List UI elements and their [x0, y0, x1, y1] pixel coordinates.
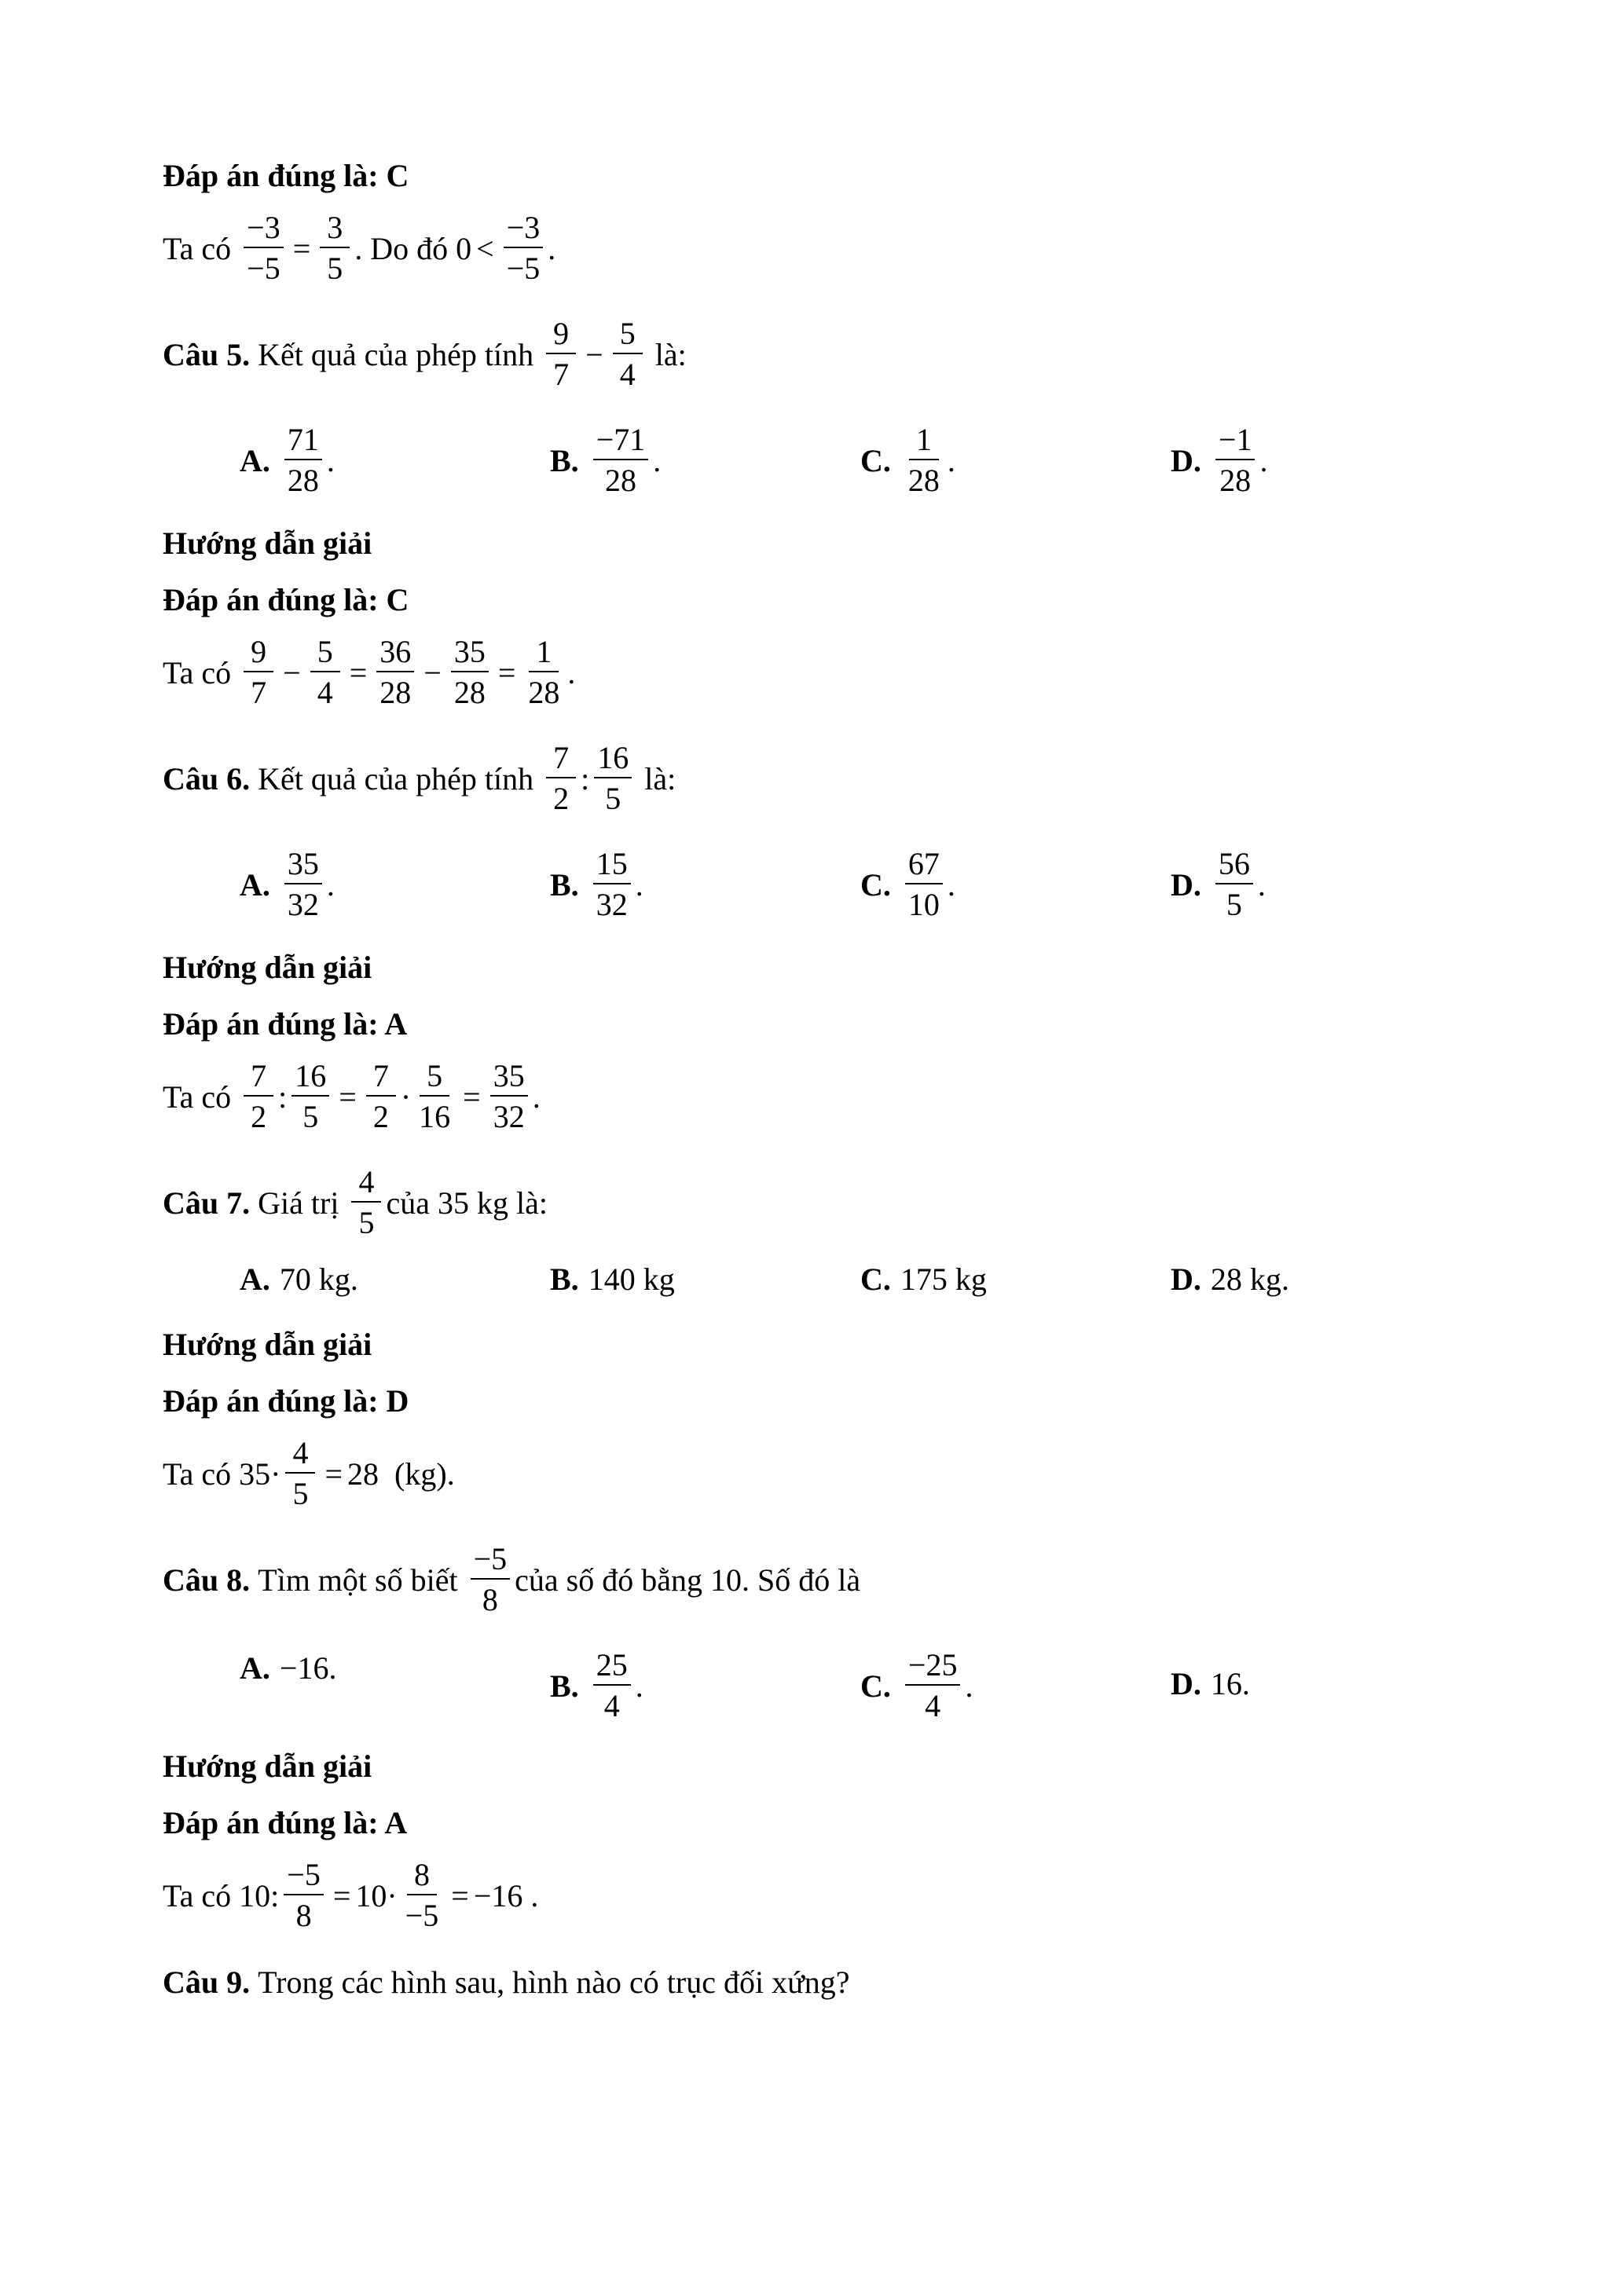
- fraction: $\frac{9}{7}$: [546, 318, 576, 390]
- q5-option-c[interactable]: C. $\frac{1}{28}$ .: [860, 422, 955, 498]
- fraction: $\frac{-3}{-5}$: [504, 212, 544, 284]
- fraction: $\frac{3}{5}$: [320, 212, 350, 284]
- q8-guide: Hướng dẫn giải: [163, 1749, 372, 1784]
- q6-option-a[interactable]: A. $\frac{35}{32}$ .: [240, 846, 335, 922]
- q6-option-b[interactable]: B. $\frac{15}{32}$ .: [550, 846, 643, 922]
- q8-option-c[interactable]: C. $\frac{-25}{4}$ .: [860, 1647, 973, 1723]
- q7-option-a[interactable]: A. 70 kg.: [240, 1262, 358, 1297]
- q6-option-d[interactable]: D. $\frac{56}{5}$ .: [1171, 846, 1266, 922]
- q8-option-b[interactable]: B. $\frac{25}{4}$ .: [550, 1647, 643, 1723]
- q5-answer: Đáp án đúng là: C: [163, 582, 409, 617]
- fraction: $\frac{5}{4}$: [613, 318, 643, 390]
- q4-solution: Ta có $\frac{-3}{-5}$ = $\frac{3}{5}$ . Do đó 0 < $\frac{-3}{-5}$ .: [163, 210, 556, 286]
- q6-solution: Ta có $\frac{7}{2}$ : $\frac{16}{5}$ = $\frac{7}{2}$ · $\frac{5}{16}$ = $\frac{35}{32}$ .: [163, 1058, 541, 1134]
- q7-question: Câu 7. Giá trị $\frac{4}{5}$ của 35 kg là:: [163, 1164, 548, 1240]
- q6-guide: Hướng dẫn giải: [163, 950, 372, 985]
- q7-option-d[interactable]: D. 28 kg.: [1171, 1262, 1289, 1297]
- q7-solution: Ta có 35 · $\frac{4}{5}$ = 28 (kg).: [163, 1435, 455, 1511]
- q8-solution: Ta có 10 : $\frac{-5}{8}$ = 10 · $\frac{8}{-5}$ = −16 .: [163, 1857, 539, 1933]
- q5-option-a[interactable]: A. $\frac{71}{28}$ .: [240, 422, 335, 498]
- q5-solution: Ta có $\frac{9}{7}$ − $\frac{5}{4}$ = $\frac{36}{28}$ − $\frac{35}{28}$ = $\frac{1}{28}$ .: [163, 634, 576, 710]
- q7-option-c[interactable]: C. 175 kg: [860, 1262, 987, 1297]
- q8-answer: Đáp án đúng là: A: [163, 1805, 408, 1840]
- q5-option-b[interactable]: B. $\frac{-71}{28}$ .: [550, 422, 662, 498]
- q6-answer: Đáp án đúng là: A: [163, 1006, 408, 1042]
- q7-option-b[interactable]: B. 140 kg: [550, 1262, 675, 1297]
- q5-guide: Hướng dẫn giải: [163, 525, 372, 561]
- q8-option-d[interactable]: D. 16.: [1171, 1666, 1250, 1701]
- q5-question: Câu 5. Kết quả của phép tính $\frac{9}{7}$ − $\frac{5}{4}$ là:: [163, 316, 687, 392]
- q5-option-d[interactable]: D. $\frac{-1}{28}$ .: [1171, 422, 1268, 498]
- q8-option-a[interactable]: A. −16.: [240, 1650, 337, 1686]
- q9-question: Câu 9. Trong các hình sau, hình nào có trục đối xứng?: [163, 1965, 850, 2000]
- q4-answer: Đáp án đúng là: C: [163, 158, 409, 193]
- q6-question: Câu 6. Kết quả của phép tính $\frac{7}{2}$ : $\frac{16}{5}$ là:: [163, 740, 676, 816]
- fraction: $\frac{-3}{-5}$: [244, 212, 284, 284]
- q8-question: Câu 8. Tìm một số biết $\frac{-5}{8}$ của số đó bằng 10. Số đó là: [163, 1541, 861, 1617]
- q7-answer: Đáp án đúng là: D: [163, 1383, 409, 1419]
- q7-guide: Hướng dẫn giải: [163, 1327, 372, 1362]
- q6-option-c[interactable]: C. $\frac{67}{10}$ .: [860, 846, 955, 922]
